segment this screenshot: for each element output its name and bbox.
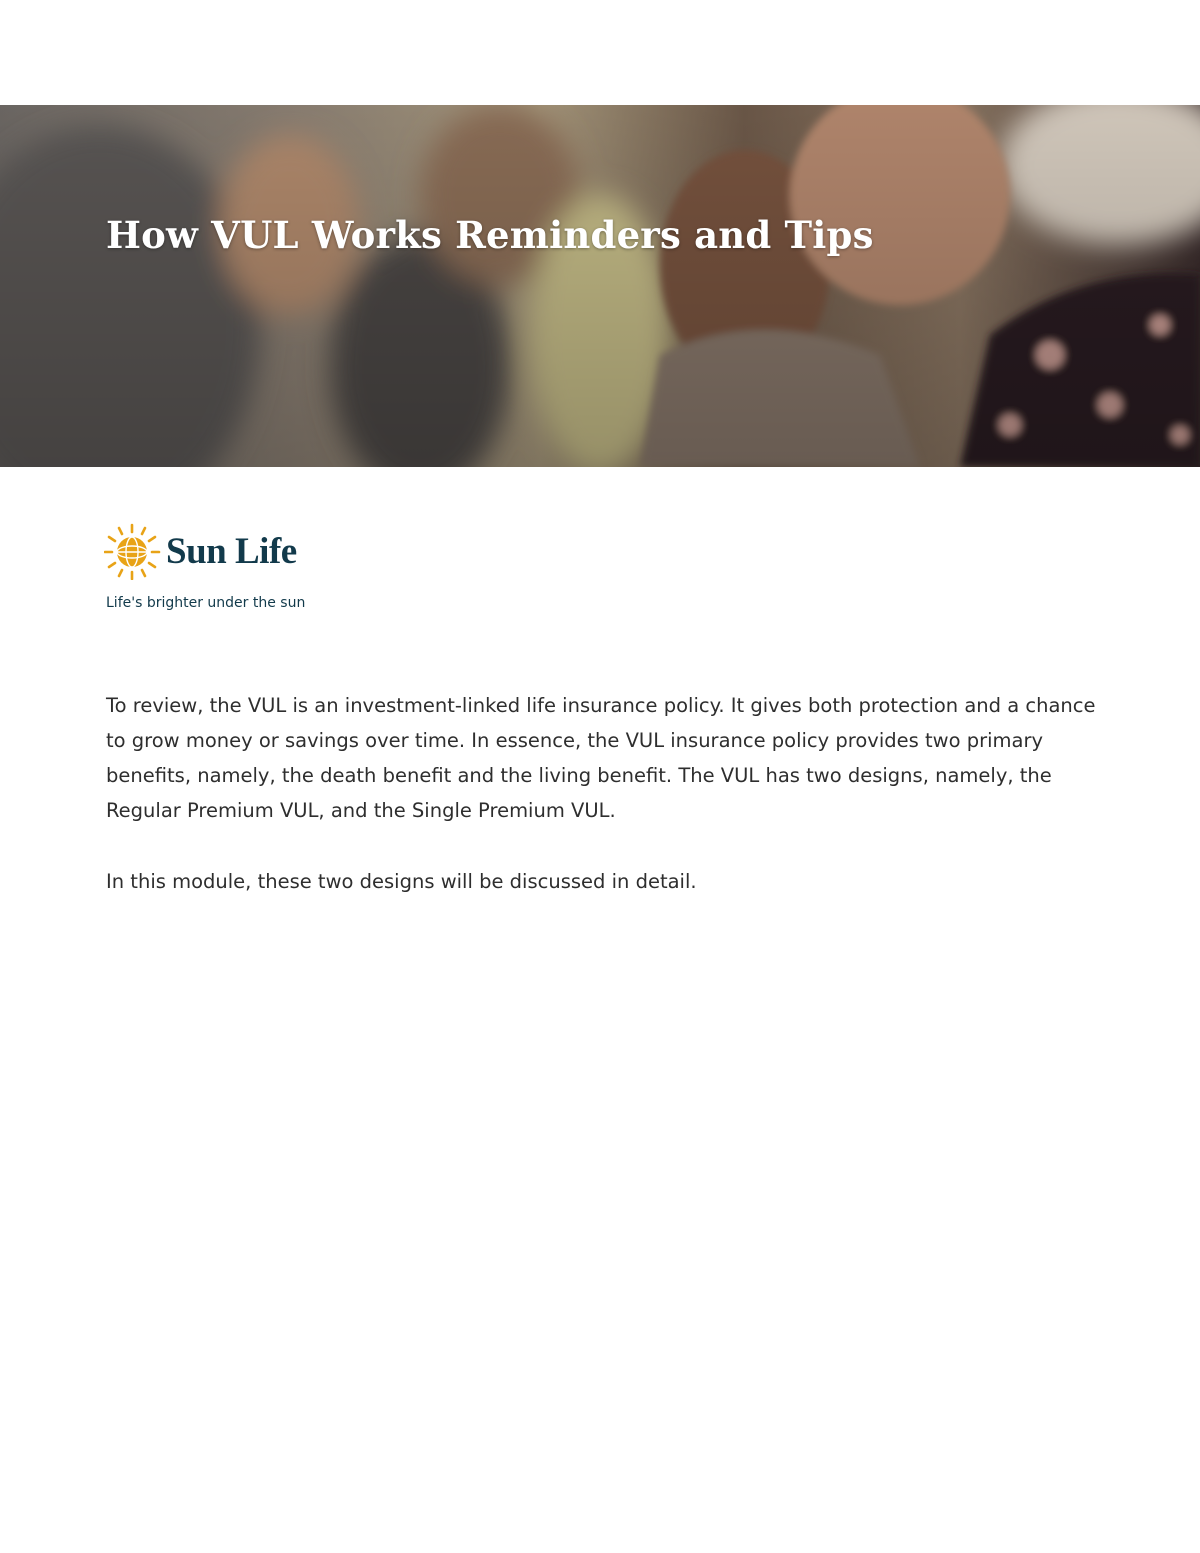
hero-photo — [0, 105, 1200, 467]
module-paragraph: In this module, these two designs will be discussed in detail. — [106, 870, 697, 893]
sun-icon — [104, 522, 162, 580]
brand-name: Sun Life — [166, 531, 297, 572]
page-title: How VUL Works Reminders and Tips — [106, 213, 874, 257]
sun-life-logo — [104, 522, 344, 617]
hero-banner — [0, 105, 1200, 467]
intro-paragraph: To review, the VUL is an investment-linked life insurance policy. It gives both protection and a chance to grow money or savings over time. In essence, the VUL insurance policy provides two primary benefits, namely, the death benefit and the living benefit. The VUL has two designs, namely, the Regular Premium VUL, and the Single Premium VUL. — [106, 694, 1096, 822]
intro-content — [106, 688, 1101, 935]
brand-tagline: Life's brighter under the sun — [106, 595, 306, 611]
